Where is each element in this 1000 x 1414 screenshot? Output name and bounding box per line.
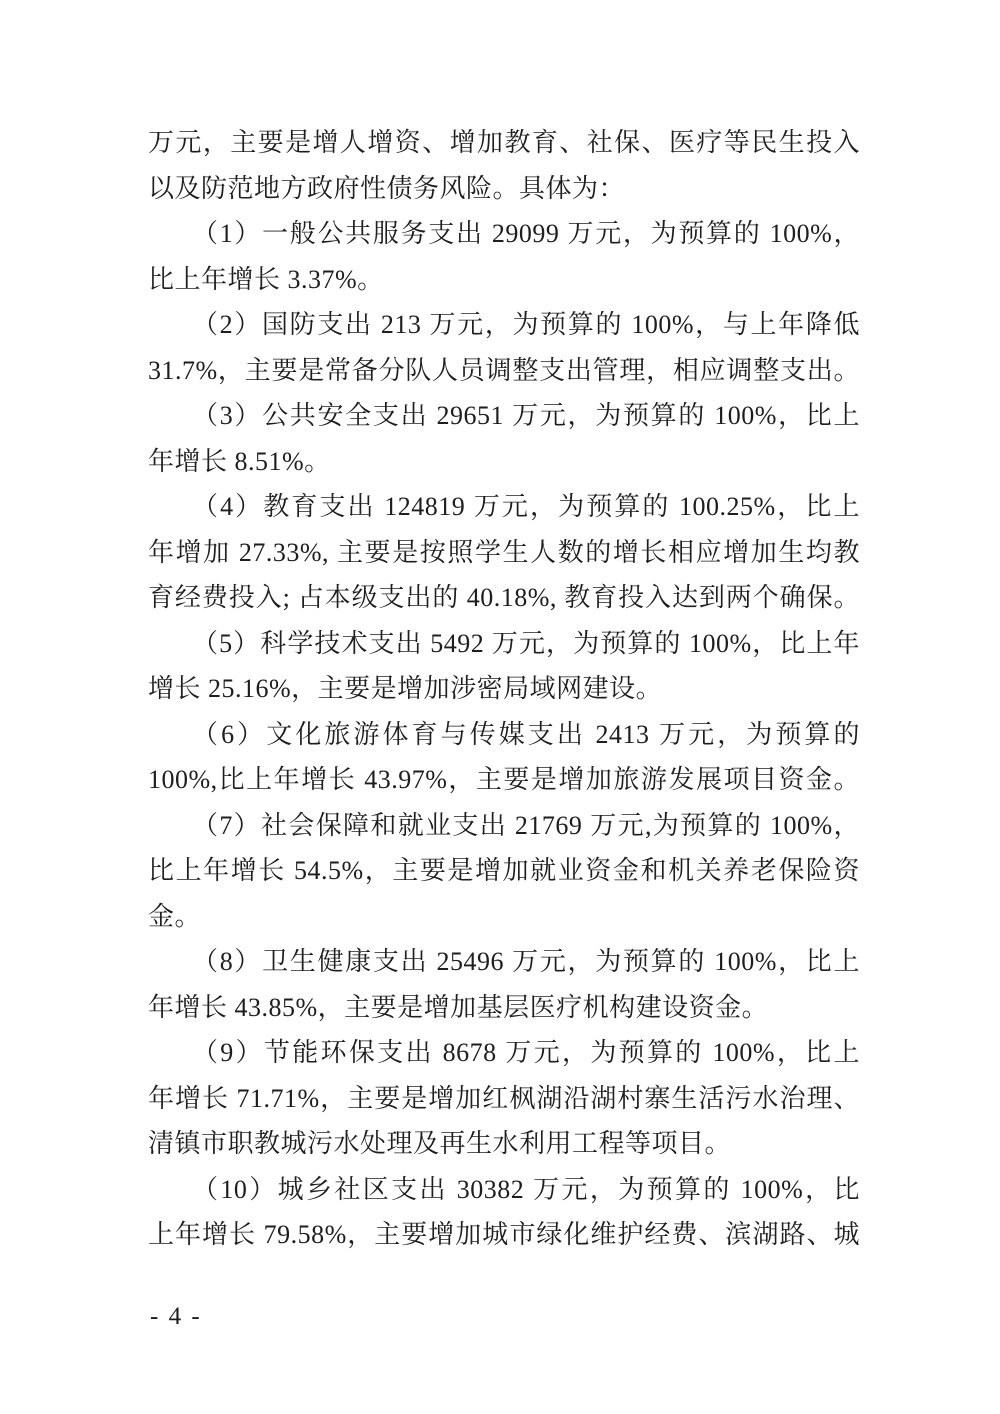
text-line: （4）教育支出 124819 万元，为预算的 100.25%，比上 xyxy=(192,492,860,521)
text-line: 年增长 8.51%。 xyxy=(148,446,331,476)
text-line: 31.7%，主要是常备分队人员调整支出管理，相应调整支出。 xyxy=(148,355,860,385)
text-line: （5）科学技术支出 5492 万元，为预算的 100%，比上年 xyxy=(192,628,860,658)
text-line: 金。 xyxy=(148,901,202,931)
text-line: 上年增长 79.58%，主要增加城市绿化维护经费、滨湖路、城 xyxy=(148,1220,860,1249)
text-line: 100%,比上年增长 43.97%，主要是增加旅游发展项目资金。 xyxy=(148,765,860,794)
text-line: 比上年增长 3.37%。 xyxy=(148,264,384,294)
text-line: 万元，主要是增人增资、增加教育、社保、医疗等民生投入 xyxy=(148,128,860,157)
text-line: （2）国防支出 213 万元，为预算的 100%，与上年降低 xyxy=(192,310,860,339)
text-line: （1）一般公共服务支出 29099 万元，为预算的 100%， xyxy=(192,219,860,248)
page-number: - 4 - xyxy=(150,1303,202,1330)
text-line: （7）社会保障和就业支出 21769 万元,为预算的 100%， xyxy=(192,810,860,840)
text-line: 年增长 71.71%，主要是增加红枫湖沿湖村寨生活污水治理、 xyxy=(148,1083,860,1113)
text-line: （10）城乡社区支出 30382 万元，为预算的 100%，比 xyxy=(192,1174,860,1204)
text-line: 以及防范地方政府性债务风险。具体为： xyxy=(148,173,626,203)
document-body xyxy=(148,120,860,1258)
text-line: 育经费投入; 占本级支出的 40.18%, 教育投入达到两个确保。 xyxy=(148,583,860,612)
text-line: （9）节能环保支出 8678 万元，为预算的 100%，比上 xyxy=(192,1038,860,1067)
text-line: 年增加 27.33%, 主要是按照学生人数的增长相应增加生均教 xyxy=(148,537,860,567)
text-line: 比上年增长 54.5%，主要是增加就业资金和机关养老保险资 xyxy=(148,856,860,885)
text-line: 增长 25.16%，主要是增加涉密局域网建设。 xyxy=(148,674,663,703)
text-line: 年增长 43.85%，主要是增加基层医疗机构建设资金。 xyxy=(148,992,769,1022)
text-line: 清镇市职教城污水处理及再生水利用工程等项目。 xyxy=(148,1129,732,1158)
text-line: （3）公共安全支出 29651 万元，为预算的 100%，比上 xyxy=(192,401,860,430)
text-line: （6）文化旅游体育与传媒支出 2413 万元，为预算的 xyxy=(192,719,860,749)
text-line: （8）卫生健康支出 25496 万元，为预算的 100%，比上 xyxy=(192,947,860,976)
